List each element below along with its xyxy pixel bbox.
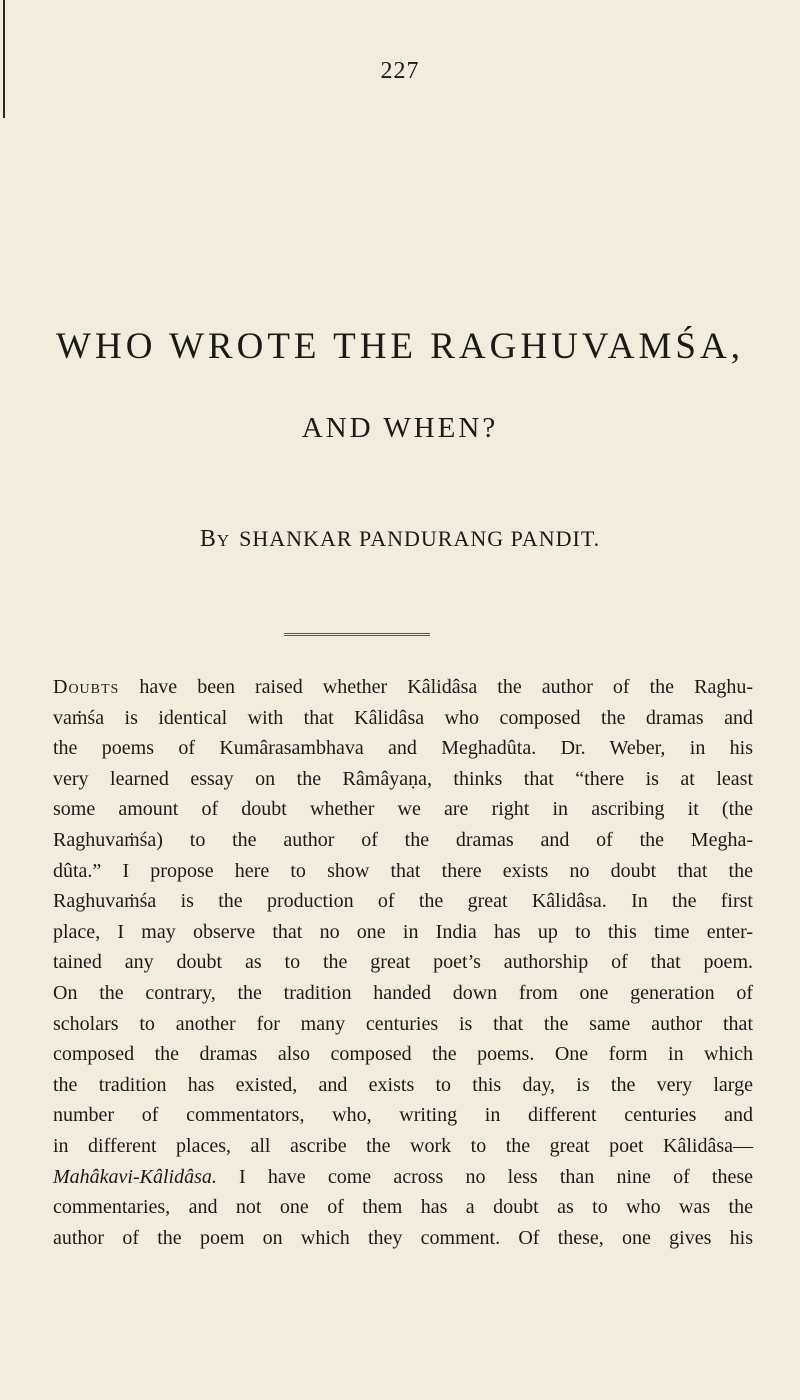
body-paragraph <box>53 672 753 1253</box>
body-line: some amount of doubt whether we are right in ascribing it (the <box>53 798 753 821</box>
body-line: place, I may observe that no one in India has up to this time enter- <box>53 920 753 943</box>
body-line: in different places, all ascribe the work to the great poet Kâlidâsa— <box>53 1134 753 1157</box>
body-line: the poems of Kumârasambhava and Meghadûta. Dr. Weber, in his <box>53 737 753 760</box>
body-line: the tradition has existed, and exists to this day, is the very large <box>53 1073 753 1096</box>
byline <box>0 526 800 553</box>
page-number: 227 <box>380 58 420 84</box>
article-title: WHO WROTE THE RAGHUVAMŚA, <box>56 326 744 367</box>
italic-epithet: Mahâkavi-Kâlidâsa. <box>53 1165 217 1188</box>
body-line: On the contrary, the tradition handed down from one generation of <box>53 981 753 1004</box>
byline-prefix-rest: Y <box>216 531 230 550</box>
body-line: Raghuvaṁśa is the production of the great Kâlidâsa. In the first <box>53 890 753 913</box>
body-line: tained any doubt as to the great poet’s authorship of that poem. <box>53 951 753 974</box>
body-line: Raghuvaṁśa) to the author of the dramas and of the Megha- <box>53 828 753 851</box>
section-divider <box>284 633 430 636</box>
body-line: number of commentators, who, writing in different centuries and <box>53 1104 753 1127</box>
opening-word: Doubts <box>53 676 120 698</box>
body-line: scholars to another for many centuries is that the same author that <box>53 1012 753 1035</box>
body-line: composed the dramas also composed the poems. One form in which <box>53 1043 753 1066</box>
article-subtitle: AND WHEN? <box>301 412 499 444</box>
body-line: author of the poem on which they comment. Of these, one gives his <box>53 1226 753 1249</box>
byline-prefix-initial: B <box>199 526 217 552</box>
byline-author: SHANKAR PANDURANG PANDIT. <box>239 526 601 551</box>
body-line: Mahâkavi-Kâlidâsa. I have come across no less than nine of these <box>53 1165 753 1188</box>
body-line: very learned essay on the Râmâyaṇa, thinks that “there is at least <box>53 767 753 790</box>
body-line: vaṁśa is identical with that Kâlidâsa who composed the dramas and <box>53 706 753 729</box>
body-line: dûta.” I propose here to show that there exists no doubt that the <box>53 859 753 882</box>
body-line: commentaries, and not one of them has a doubt as to who was the <box>53 1196 753 1219</box>
body-line: Doubts have been raised whether Kâlidâsa the author of the Raghu- <box>53 676 753 698</box>
